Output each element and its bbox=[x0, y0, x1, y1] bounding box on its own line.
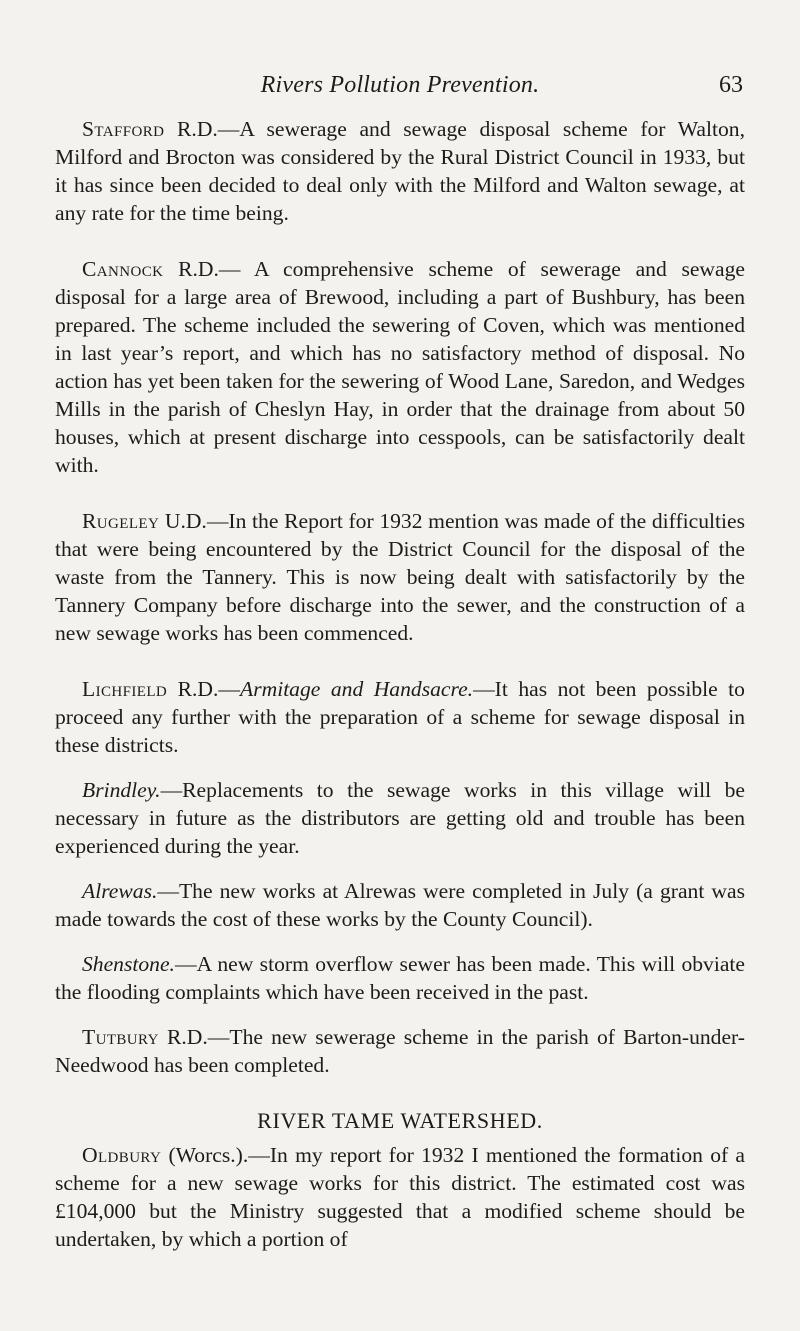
district-name-tutbury: Tutbury bbox=[82, 1025, 159, 1049]
place-name-shenstone: Shenstone. bbox=[82, 952, 175, 976]
paragraph-text: R.D.—A sewerage and sewage disposal scheme for Walton, Milford and Brocton was considered by the Rural District Council in 1933, but it has since been decided to deal only with the Milford and Walton sewage, at any rate for the time being. bbox=[55, 117, 745, 225]
paragraph-text: (Worcs.).—In my report for 1932 I mentioned the formation of a scheme for a new sewage works for this district. The estimated cost was £104,000 but the Ministry suggested that a modified scheme should be undertaken, by which a portion of bbox=[55, 1143, 745, 1251]
paragraph-shenstone bbox=[55, 950, 745, 1006]
district-name-oldbury: Oldbury bbox=[82, 1143, 162, 1167]
paragraph-oldbury bbox=[55, 1141, 745, 1253]
page-body bbox=[55, 115, 745, 1253]
page-number: 63 bbox=[719, 72, 743, 98]
subtitle-armitage-handsacre: Armitage and Handsacre. bbox=[240, 677, 474, 701]
district-name-rugeley: Rugeley bbox=[82, 509, 160, 533]
section-heading: RIVER TAME WATERSHED. bbox=[257, 1108, 543, 1133]
paragraph-text: —Replacements to the sewage works in this village will be necessary in future as the distributors are getting old and trouble has been experienced during the year. bbox=[55, 778, 745, 858]
paragraph-text: —A new storm overflow sewer has been made. This will obviate the flooding complaints which have been received in the past. bbox=[55, 952, 745, 1004]
paragraph-rugeley bbox=[55, 507, 745, 647]
paragraph-stafford bbox=[55, 115, 745, 227]
place-name-brindley: Brindley. bbox=[82, 778, 161, 802]
paragraph-cannock bbox=[55, 255, 745, 479]
paragraph-text: R.D.—The new sewerage scheme in the parish of Barton-under-Needwood has been completed. bbox=[55, 1025, 745, 1077]
place-name-alrewas: Alrewas. bbox=[82, 879, 158, 903]
paragraph-text: —The new works at Alrewas were completed in July (a grant was made towards the cost of these works by the County Council). bbox=[55, 879, 745, 931]
district-name-stafford: Stafford bbox=[82, 117, 165, 141]
paragraph-brindley bbox=[55, 776, 745, 860]
page-header bbox=[55, 72, 745, 104]
paragraph-text: U.D.—In the Report for 1932 mention was made of the difficulties that were being encountered by the District Council for the disposal of the waste from the Tannery. This is now being dealt with satisfactorily by the Tannery Company before discharge into the sewer, and the construction of a new sewage works has been commenced. bbox=[55, 509, 745, 645]
paragraph-text: R.D.— A comprehensive scheme of sewerage and sewage disposal for a large area of Brewood, including a part of Bushbury, has been prepared. The scheme included the sewering of Coven, which was mentioned in last year’s report, and which has no satisfactory method of disposal. No action has yet been taken for the sewering of Wood Lane, Saredon, and Wedges Mills in the parish of Cheslyn Hay, in order that the drainage from about 50 houses, which at present discharge into cesspools, can be satisfactorily dealt with. bbox=[55, 257, 745, 477]
district-suffix: R.D.— bbox=[167, 677, 240, 701]
paragraph-text: —It has not been possible to proceed any further with the preparation of a scheme for sewage disposal in these districts. bbox=[55, 677, 745, 757]
paragraph-alrewas bbox=[55, 877, 745, 933]
district-name-lichfield: Lichfield bbox=[82, 677, 168, 701]
district-name-cannock: Cannock bbox=[82, 257, 164, 281]
paragraph-lichfield bbox=[55, 675, 745, 759]
running-title: Rivers Pollution Prevention. bbox=[260, 72, 540, 98]
paragraph-tutbury bbox=[55, 1023, 745, 1079]
